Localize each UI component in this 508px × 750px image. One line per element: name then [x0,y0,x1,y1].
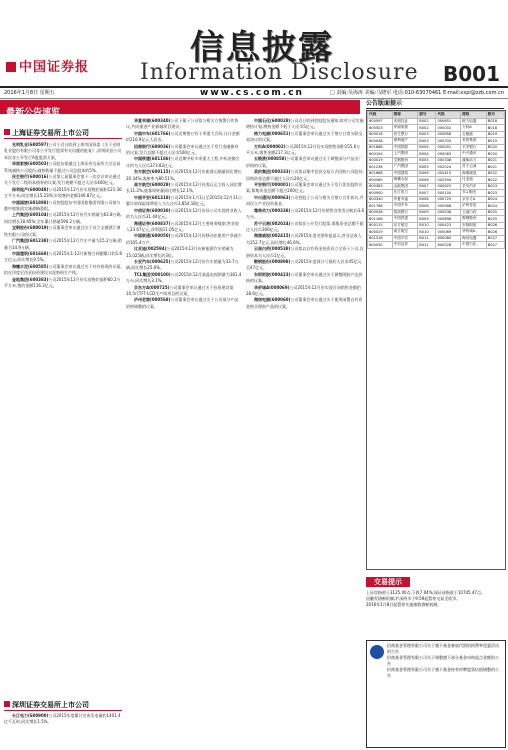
table-cell: 002415 [436,170,461,177]
table-cell: 002594 [436,177,461,184]
news-item [126,221,242,234]
table-cell: 600060 [436,235,461,242]
news-column-2 [126,118,242,748]
news-item-company: 宝钢股份(600019) [12,225,49,231]
table-cell: 601766 [368,203,393,210]
news-item-company: 泸州老窖(000568) [134,297,171,303]
table-cell: B008 [418,203,436,210]
table-cell: 000568 [436,203,461,210]
table-cell: 000338 [436,157,461,164]
table-cell: B019 [486,131,504,138]
table-cell: 长安汽车 [461,183,487,190]
news-item-text: 公司2015年12月份销售各类发动机约3.6万台。 [246,207,364,220]
table-cell: 000002 [436,125,461,132]
news-item-text: 公司2015年12月份汽车销量为63.8万辆,同比增长18.95%;全年累计销量590.2万辆。 [4,212,122,224]
table-cell: 601186 [368,216,393,223]
news-item-company: 比亚迪(002594) [134,246,167,252]
news-item [126,144,242,157]
news-item [4,238,122,251]
news-item-company: 中国国旅(601888) [12,199,49,205]
table-cell: 000100 [436,190,461,197]
table-cell: 000898 [436,216,461,223]
table-cell: 600340 [368,196,393,203]
board-index-table [366,110,506,570]
table-cell: 云南白药 [461,209,487,216]
news-item-text: 公司2015年1-12月新签合同额累计约1.8万亿元,同比增长9.5%。 [4,250,122,263]
table-row [368,242,505,249]
news-item-text: 公司董事会审议通过关于使用闲置自有资金购买理财产品的议案。 [246,297,363,309]
table-cell: 600900 [368,190,393,197]
news-item-company: 京东方A(000725) [134,284,170,290]
table-cell: B004 [418,151,436,158]
table-header-cell: 简称 [392,112,418,119]
news-item [246,208,364,221]
news-item-company: 格力电器(000651) [254,130,291,136]
table-cell: 海康威视 [461,170,487,177]
table-header-cell: 代码 [436,112,461,119]
ad-line: 招商基金管理有限公司关于调整旗下部分基金申购起点金额的公告 [387,655,499,666]
news-item [246,169,364,182]
news-item [126,182,242,195]
table-cell: 000001 [436,144,461,151]
news-item-text: 公司董事会审议通过关于调整阿胶产品价格的议案。 [246,271,363,284]
table-header-cell: 版号 [418,112,436,119]
table-cell: 600030 [368,242,393,249]
news-item-company: 平安银行(000001) [254,182,291,188]
page-code: B001 [443,62,500,86]
table-cell: 中兴通讯 [461,151,487,158]
table-cell: 600016 [368,131,393,138]
table-cell: 000538 [436,209,461,216]
news-column-1 [4,142,122,697]
news-item-text: 公司第七届董事会第十一次会议审议通过关于发行二级资本债券的议案,发行规模不超过人民币400亿元。 [4,174,121,186]
square-bullet-icon [4,129,10,135]
table-cell: 600597 [368,118,393,125]
news-item [126,195,242,208]
news-item [126,131,242,144]
fund-logo-icon [370,645,384,659]
news-item [126,259,242,272]
website-link[interactable]: www.cs.com.cn [200,88,304,98]
table-cell: 600036 [368,209,393,216]
news-item [246,297,364,310]
table-cell: 东方航空 [392,222,418,229]
table-cell: 广汽集团 [392,164,418,171]
table-cell: 中国国旅 [392,144,418,151]
news-column-3 [246,118,364,748]
news-item [4,251,122,264]
news-item-text: 公司下属子公司拟与相关方签署合作协议,共同推进产业新城项目建设。 [126,118,239,130]
news-item [4,161,122,174]
news-item-company: 华丽家族(600503) [12,161,49,167]
news-item-text: 公司董事会审议通过关于设立宝钢湛江钢铁有限公司的议案。 [4,225,121,237]
page-title-en: Information Disclosure [140,60,419,85]
news-item [126,118,242,131]
news-item [126,156,242,169]
news-item-company: 中国中车(601766) [134,130,171,136]
table-cell: B025 [486,216,504,223]
news-item-company: 万科A(000002) [254,143,286,149]
news-item [4,212,122,225]
news-item-company: 五粮液(000858) [254,156,287,162]
table-cell: B018 [486,118,504,125]
news-item-company: 海通证券(600837) [134,220,171,226]
table-cell: 中国铁建 [392,216,418,223]
table-cell: 京东方A [461,196,487,203]
news-item-company: 鞍钢股份(000898) [254,258,291,264]
news-item-text: 公司2015年12月份客运运力投入同比增长11.2%,旅客周转量同比增长12.1%。 [126,182,242,194]
news-item-text: 公司2015年12月份实现签约面积60.2万平方米,签约金额116.3亿元。 [4,276,121,288]
table-cell: 招商银行 [392,209,418,216]
news-item [4,174,122,187]
news-item-company: 光明乳业(600597) [12,142,49,147]
table-cell: 宝钢股份 [392,157,418,164]
news-item-text: 公司董事会审议通过关于投资建设第10.5代TFT-LCD生产线项目的议案。 [126,284,234,296]
news-item [4,142,122,161]
news-item [126,285,242,298]
table-cell: 000069 [436,229,461,236]
table-cell: B005 [418,157,436,164]
table-cell: B027 [486,242,504,249]
news-item [246,259,364,272]
table-cell: 600383 [368,183,393,190]
info-bar [0,86,508,99]
news-item-text: 公司2015年12月份实现签约面积121.36万平方米,同比增长15.23%;实现签约金额146.87亿元。 [4,186,122,199]
table-cell: 600503 [368,125,393,132]
news-item [126,272,242,285]
table-header-cell: 代码 [368,112,393,119]
news-column-1-tail [4,713,122,747]
table-cell: B022 [486,177,504,184]
table-cell: B011 [418,235,436,242]
table-cell: B023 [486,183,504,190]
table-cell: 000858 [436,131,461,138]
news-item-text: 公司董事会审议通过关于发行优先股的议案,募集资金总额不超过200亿元。 [246,182,363,194]
shenzhen-subhead [4,700,122,711]
table-header-cell: 版号 [486,112,504,119]
tip-line: 因触发熔断机制,沪深两市于9:59起暂停交易至收市。 [366,596,461,601]
news-item-text: 公司近期中标多项重大工程,中标金额合计约为人民币373.82亿元。 [126,156,240,168]
news-item-text: 公司拟以自有资金投资设立全资子公司,注册资本为人民币1亿元。 [246,246,364,258]
ad-line: 招商基金管理有限公司关于旗下基金持有停牌股票估值调整的公告 [387,667,499,678]
news-item-text: 公司近期签订若干项重大合同,合计金额约216.9亿元人民币。 [126,130,240,143]
table-cell: 比亚迪 [461,177,487,184]
news-item-company: 长安汽车(000625) [134,258,171,264]
table-cell: B023 [486,190,504,197]
date-line: 2016年1月8日 星期五 [4,90,55,96]
news-item [246,246,364,259]
table-cell: 601318 [368,235,393,242]
news-item-text: 公司2015年1月1日至2015年12月31日累计原保险保费收入为人民币3,854.18亿元。 [126,194,242,207]
table-cell: B018 [486,125,504,132]
news-item-company: 中国建筑(601668) [12,250,49,256]
table-cell: 上汽集团 [392,151,418,158]
table-cell: B006 [418,170,436,177]
table-cell: B002 [418,125,436,132]
table-cell: 华丽家族 [392,125,418,132]
table-cell: 长江电力 [392,190,418,197]
table-cell: B007 [418,190,436,197]
news-item-company: 华侨城A(000069) [254,284,290,290]
table-cell: 600019 [368,157,393,164]
table-cell: 光明乳业 [392,118,418,125]
news-item-company: 海螺水泥(600585) [12,263,49,269]
news-item-text: 公司2015年12月主要财务数据:营业收入23.67亿元,净利润11.05亿元。 [126,220,239,232]
table-cell: B007 [418,183,436,190]
table-cell: B022 [486,170,504,177]
table-cell: 泸州老窖 [461,203,487,210]
ad-line: 招商基金管理有限公司关于旗下基金参加代销机构费率优惠活动的公告 [387,643,499,654]
table-cell: B008 [418,196,436,203]
news-item [246,221,364,234]
table-cell: 中国石化 [461,242,487,249]
news-item-text: 公司控股子公司与相关方签订合作协议,共同设立产业投资基金。 [246,194,364,207]
table-cell: B009 [418,209,436,216]
news-item-company: 长江电力(600900) [12,713,49,718]
table-cell: 000651 [436,118,461,125]
news-item [246,233,364,246]
table-cell: 海信电器 [461,235,487,242]
table-cell: B004 [418,144,436,151]
table-cell: 美的集团 [461,138,487,145]
table-cell: 五粮液 [461,131,487,138]
page-title-cn: 信息披露 [190,28,334,68]
table-cell: B024 [486,196,504,203]
news-item [4,187,122,200]
table-cell: 南方航空 [392,229,418,236]
news-item-text: 公司股东拟通过上海证券交易所大宗交易系统减持公司股份,减持数量不超过公司总股本的5%。 [4,161,121,173]
table-cell: B002 [418,118,436,125]
table-cell: 格力电器 [461,118,487,125]
table-cell: 苏宁云商 [461,164,487,171]
table-cell: 600585 [368,177,393,184]
news-item-text: 公司2015年12月份移动出账用户净减少约105.4万户。 [126,233,242,245]
table-cell: B020 [486,151,504,158]
news-item-text: 公司董事会审议通过关于签订日常关联交易协议的议案。 [246,130,363,143]
news-item-company: 中国石化(600028) [254,118,291,123]
table-cell: 000625 [436,183,461,190]
table-cell: 600029 [368,229,393,236]
table-cell: B003 [418,138,436,145]
table-cell: 600104 [368,151,393,158]
shenzhen-subhead-text: 深圳证券交易所上市公司 [12,701,89,709]
news-item [126,246,242,259]
news-item-company: 中国联通(600050) [134,233,171,239]
table-cell: 东阿阿胶 [461,222,487,229]
news-item [4,264,122,277]
news-item-text: 公司董事会审议通过关于发行金融债券的议案,发行总额不超过人民币500亿元。 [126,143,239,156]
news-item-company: 广汽集团(601238) [12,238,49,244]
table-header-cell: 简称 [461,112,487,119]
news-item-text: 公司2015年12月汽车产量为15.2万辆,销量为14.9万辆。 [4,238,122,250]
news-item-text: 公司董事会审议通过关于调整部分产品出厂价格的议案。 [246,156,363,168]
news-item [246,118,364,131]
table-cell: B003 [418,131,436,138]
table-cell: 601668 [368,170,393,177]
table-cell: 601888 [368,144,393,151]
table-cell: 华侨城A [461,229,487,236]
news-item [246,131,364,144]
table-cell: 鞍钢股份 [461,216,487,223]
news-item [246,156,364,169]
square-bullet-icon [4,701,10,707]
news-item-company: 南方航空(600029) [134,182,171,188]
table-cell: B027 [486,235,504,242]
table-cell: 600115 [368,222,393,229]
news-item-company: 中国平安(601318) [134,194,171,200]
news-item-text: 公司拟非公开发行股票,募集资金总额不超过人民币300亿元。 [246,220,364,232]
news-item-text: 公司2015年12月份新能源汽车销量为15,025辆,同比增长约3倍。 [126,246,234,258]
news-item-company: 金地集团(600383) [12,276,49,282]
newspaper-logo [6,56,89,75]
table-cell: 000063 [436,151,461,158]
news-item-text: 公司2015年12月份汽车销量为33.7万辆,同比增长25.6%。 [126,258,239,271]
news-item-company: 海康威视(002415) [254,233,291,239]
table-cell: B009 [418,216,436,223]
news-item [246,182,364,195]
table-cell: B010 [418,222,436,229]
news-item-company: 中国铁建(601186) [134,156,171,162]
logo-text: 中国证券报 [19,60,90,75]
news-item-text: 公司董事会审议通过关于对外投资的议案,拟在印度尼西亚投资建设水泥熟料生产线。 [4,263,122,276]
news-item [126,233,242,246]
news-item-company: 中信证券(600030) [134,207,171,213]
contact-line: □ 责编:吴海涛 美编:马晓军 电话:010-63070461 E-mail:xxpl@zzb.com.cn [330,90,504,96]
section-title-bar [0,100,360,118]
news-item [126,297,242,310]
table-cell: 万科A [461,125,487,132]
news-item-company: 东方航空(600115) [134,169,171,175]
table-cell: 中国建筑 [392,170,418,177]
news-item-company: 潍柴动力(000338) [254,207,291,213]
table-cell: B021 [486,157,504,164]
news-item-company: 苏宁云商(002024) [254,220,291,226]
table-cell: B026 [486,229,504,236]
table-cell: 000725 [436,196,461,203]
table-cell: 600048 [368,138,393,145]
table-cell: 中国平安 [392,235,418,242]
news-item-text: 公司2015年度预计亏损约人民币45亿元至47亿元。 [246,258,362,271]
news-item-company: 海信电器(600060) [254,297,291,303]
news-item-company: 上汽集团(600104) [12,212,49,218]
section-title: 最新公告速览 [6,108,61,118]
news-item-text: 公司董事会审议通过关于公司部分产品价格调整的议案。 [126,297,239,309]
news-item [126,208,242,221]
news-item-company: 民生银行(600016) [12,174,49,180]
news-item [4,277,122,290]
table-cell: B021 [486,164,504,171]
table-cell: 金地集团 [392,183,418,190]
table-cell: B020 [486,144,504,151]
trading-tips-title: 交易提示 [366,577,410,587]
news-item-text: 公司2015年12月份母公司实现营业收入约为人民币31.44亿元。 [126,207,242,220]
news-item-text: 公司控股股东中国国旅集团有限公司拟与港中旅集团实施战略重组。 [4,199,121,212]
news-item-text: 公司于近日收到上海市国资委《关于光明乳业股份有限公司非公开发行股票有关问题的批复》,原则同意公司本次非公开发行A股股票方案。 [4,142,122,160]
news-item [126,169,242,182]
table-cell: 601238 [368,164,393,171]
shanghai-subhead [4,128,122,139]
news-item-text: 公司2015年12月份实现合同销售金额约28.6亿元。 [246,284,361,296]
table-cell: B026 [486,222,504,229]
fund-advertisement [366,640,506,748]
table-cell: TCL集团 [461,190,487,197]
news-item-text: 公司2015年12月份旅客运输量同比增长10.34%,客座率为80.51%。 [126,169,242,181]
news-item-company: 华夏幸福(600340) [134,118,171,123]
news-item [246,195,364,208]
table-cell: 平安银行 [461,144,487,151]
table-cell: 中国中车 [392,203,418,210]
table-cell: 潍柴动力 [461,157,487,164]
table-cell: B025 [486,209,504,216]
news-item-company: 保利地产(600048) [12,186,49,192]
logo-mark-icon [6,62,16,72]
news-item-company: 招商银行(600036) [134,143,171,149]
news-item-text: 公司近日收到控股股东通知,拟对公司实施增持计划,增持金额不低于人民币5亿元。 [246,118,364,130]
table-cell: 000333 [436,138,461,145]
table-cell: 002024 [436,164,461,171]
ad-text [387,643,501,679]
table-cell: 海螺水泥 [392,177,418,184]
news-item-company: 美的集团(000333) [254,169,291,175]
news-item [4,225,122,238]
masthead [0,0,508,92]
tip-line: 2016年1月8日起暂停实施指数熔断机制。 [366,602,442,607]
news-item-text: 公司2015年12月份实现销售面积155.6万平方米,销售金额217.3亿元。 [246,143,361,156]
news-item [4,200,122,213]
news-item-text: 公司2015年度业绩快报显示,营业总收入为252.7亿元,同比增长46.6%。 [246,233,362,245]
table-cell: 000423 [436,222,461,229]
news-item [246,144,364,157]
news-item-company: 云南白药(000538) [254,246,291,252]
table-cell: 民生银行 [392,131,418,138]
table-cell: B024 [486,203,504,210]
news-item [246,285,364,298]
table-cell: B005 [418,164,436,171]
table-cell: B010 [418,229,436,236]
table-cell: B011 [418,242,436,249]
news-item [4,713,122,726]
news-item [246,272,364,285]
shanghai-subhead-text: 上海证券交易所上市公司 [12,129,89,137]
table-cell: B006 [418,177,436,184]
table-cell: 中信证券 [392,242,418,249]
table-cell: 华夏幸福 [392,196,418,203]
news-item-company: 东阿阿胶(000423) [254,271,291,277]
news-item-text: 公司拟以集中竞价交易方式回购公司股份,回购资金总额不超过人民币20亿元。 [246,169,364,181]
news-item-text: 公司2015年12月液晶电视销量为181.4万台,同比增长3.1%。 [126,271,242,284]
news-item-company: TCL集团(000100) [134,271,171,277]
table-cell: 600028 [436,242,461,249]
news-item-company: 中兴通讯(000063) [254,194,291,200]
board-index-title: 公告版面提示 [366,100,504,109]
table-cell: 保利地产 [392,138,418,145]
news-item-text: 公司2015年度累计完成发电量约1401.4亿千瓦时,同比增长1.5%。 [4,713,121,725]
table-cell: B019 [486,138,504,145]
tip-line: 上证综指收于3125.00点,下跌7.04%;深证成指收于10745.47点。 [366,590,485,595]
trading-tips-body [366,590,504,635]
